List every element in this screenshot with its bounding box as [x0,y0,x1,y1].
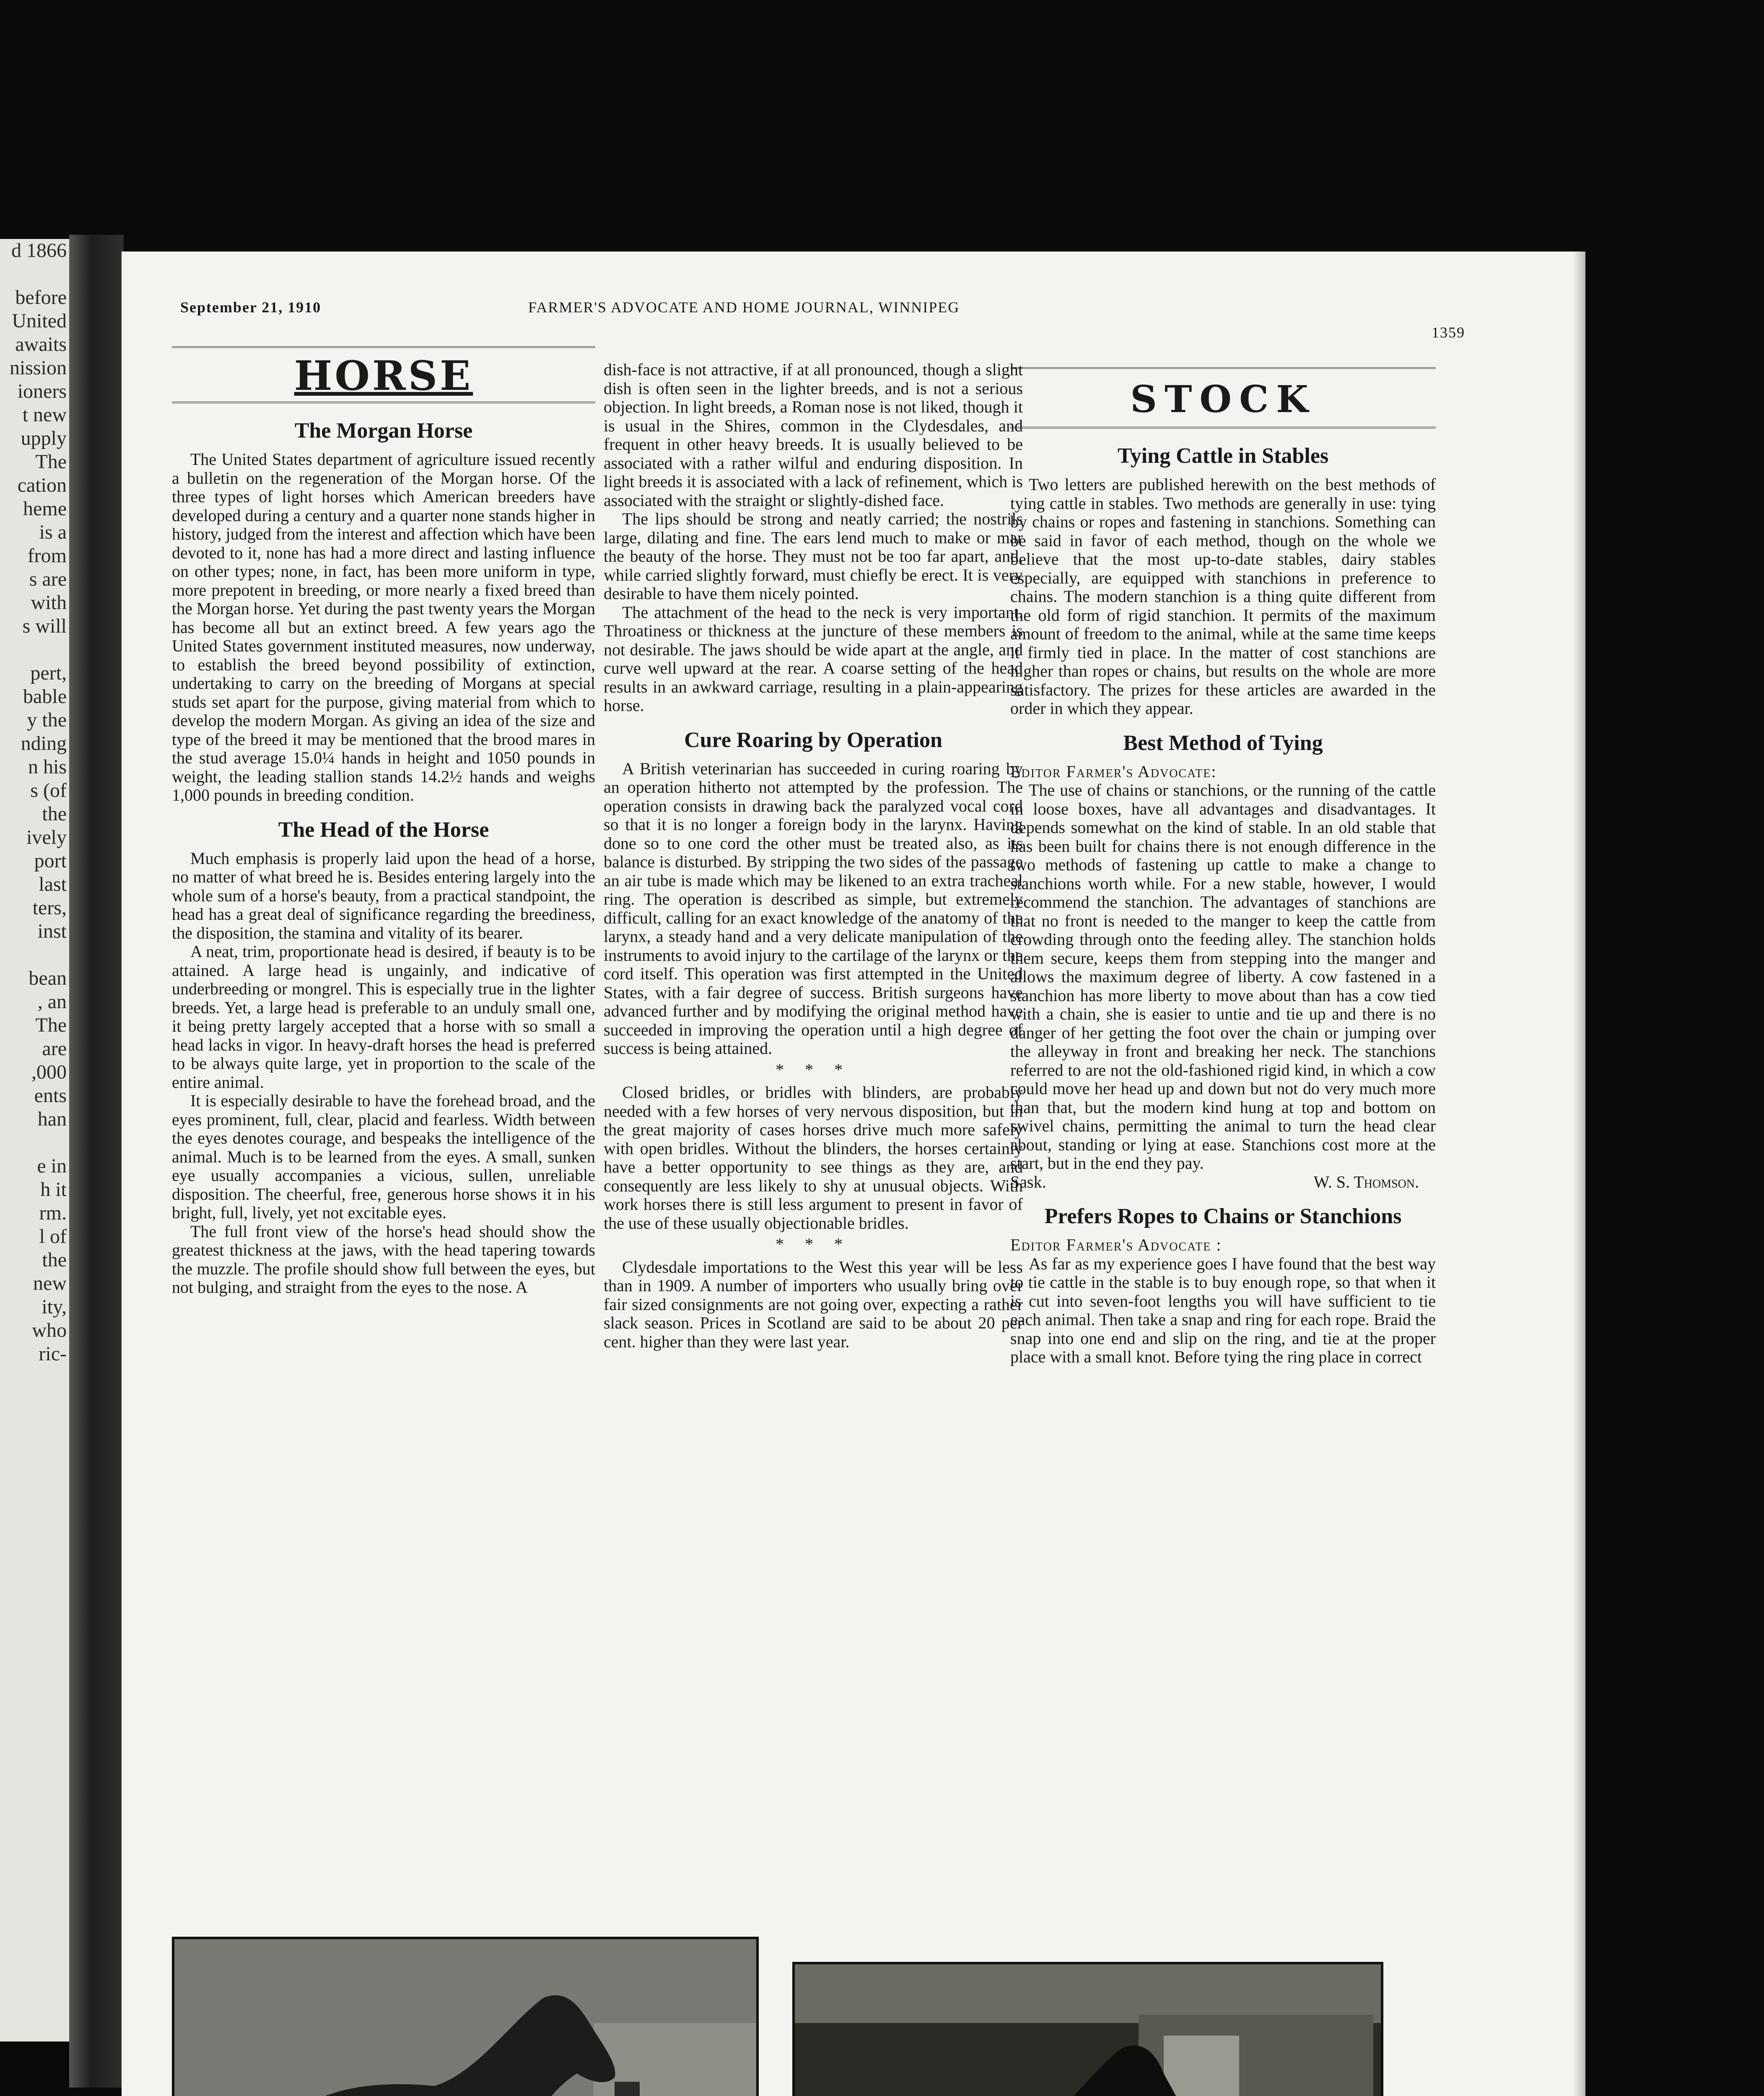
horse-illustration [795,1964,1381,2096]
separator-stars: * * * [776,1235,851,1253]
previous-page-edge [0,239,69,2042]
previous-page-line [0,943,69,967]
stock-section-title: STOCK [1130,377,1316,421]
previous-page-line: ters, [32,897,67,919]
issue-date: September 21, 1910 [180,299,322,316]
previous-page-line: s will [22,615,67,637]
section-rule [172,346,595,350]
previous-page-line: ively [26,826,67,848]
previous-page-line: are [42,1038,67,1060]
newspaper-page [122,252,1585,2096]
previous-page-line: e in [37,1155,67,1177]
head-paragraph-2: A neat, trim, proportionate head is desired, if beauty is to be attained. A large head is ungainly, and indicative of underbreeding or mongrel. This is especially true in the lighter breeds. Yet, a large head is preferable to an unduly small one, it being pretty largely accepted that a horse with so small a head lacks in vigor. In heavy-draft horses the head is preferred to be always quite large, yet in proportion to the scale of the entire animal. [172,942,595,1092]
previous-page-line: ioners [17,380,67,402]
previous-page-line: y the [27,709,67,731]
separator-stars: * * * [776,1060,851,1079]
letter-signature: W. S. Thomson. [1313,1172,1419,1191]
clydesdale-text: Clydesdale importations to the West this year will be less than in 1909. A number of importers who usually bring over fair sized consignments are not going over, expecting a rather slack season. Prices in Scotland are said to be about 20 per cent. higher than they were last year. [604,1257,1023,1351]
binding-shadow [69,235,124,2088]
best-method-text: The use of chains or stanchions, or the running of the cattle in loose boxes, have all advantages and disadvantages. It depends somewhat on the kind of stable. In an old stable that has been built for chains there is not enough difference in the two methods of fastening up cattle to make a change to stanchions worth while. For a new stable, however, I would recommend the stanchion. The advantages of stanchions are that no front is needed to the manger to keep the cattle from crowding through onto the feeding alley. The stanchion holds them secure, keeps them from stepping into the manger and allows the maximum degree of liberty. A cow fastened in a stanchion has more liberty to move about than has a cow tied with a chain, she is easier to untie and tie up and there is no danger of her getting the foot over the chain or jumping over the alleyway in front and breaking her neck. The stanchions referred to are not the old-fashioned rigid kind, in which a cow could move her head up and down but not do very much more than that, but the modern kind hung at top and bottom on swivel chains, permitting the animal to turn the head clear about, standing or lying at ease. Stanchions cost more at the start, but in the end they pay. [1010,781,1436,1173]
letter-place: Sask. [1010,1172,1046,1191]
section-rule [1010,367,1436,371]
previous-page-line: last [39,873,67,895]
bridles-text: Closed bridles, or bridles with blinders, are probably needed with a few horses of very nervous disposition, but in the great majority of cases horses drive much more safely with open bridles. Without the blinders, the horses certainly have a better opportunity to see things as they are, and consequently are less likely to shy at unusual objects. With work horses there is still less argument to present in favor of the use of these usually objectionable bridles. [604,1083,1023,1232]
previous-page-line: ,000 [31,1061,67,1083]
previous-page-line: The [35,451,67,473]
previous-page-line: han [37,1108,67,1130]
previous-page-line [0,1131,69,1154]
column-1 [172,344,595,1297]
previous-page-line: bable [23,685,67,708]
head-continued-3: The attachment of the head to the neck is very important. Throatiness or thickness at the juncture of these members is not desirable. The jaws should be wide apart at the angle, and curve well upward at the rear. A coarse setting of the head results in an awkward carriage, resulting in a plain-appearing horse. [604,602,1023,715]
previous-page-line: awaits [15,333,67,355]
previous-page-line: pert, [30,662,67,684]
letter-salutation: Editor Farmer's Advocate: [1010,762,1217,781]
best-method-heading: Best Method of Tying [1123,731,1323,755]
previous-page-line: ric- [39,1343,67,1365]
previous-page-line: inst [37,920,67,942]
prefers-ropes-heading: Prefers Ropes to Chains or Stanchions [1044,1204,1402,1228]
previous-page-line: nission [9,357,67,379]
previous-page-line: n his [28,756,67,778]
previous-page-fragments [0,239,69,1366]
previous-page-line: is a [39,521,67,543]
previous-page-line [0,638,69,661]
head-paragraph-3: It is especially desirable to have the forehead broad, and the eyes prominent, full, clear, placid and fearless. Width between the eyes denotes courage, and bespeaks the intelligence of the animal. Much is to be learned from the eyes. A small, sunken eye usually accompanies a vicious, sullen, unreliable disposition. The cheerful, free, generous horse shows it in his bright, full, lively, yet not excitable eyes. [172,1091,595,1222]
head-paragraph-1: Much emphasis is properly laid upon the head of a horse, no matter of what breed he is. Besides entering largely into the whole sum of a horse's beauty, from a practical standpoint, the head has a great deal of significance regarding the breediness, the disposition, the stamina and vitality of its bearer. [172,848,595,942]
previous-page-line: bean [29,967,67,989]
previous-page-line: s are [29,568,67,590]
column-3 [1010,365,1436,1367]
previous-page-line: heme [23,498,67,520]
previous-page-line: United [12,310,67,332]
roaring-heading: Cure Roaring by Operation [684,728,942,752]
previous-page-line: ity, [42,1296,67,1318]
previous-page-line: nding [21,732,67,755]
previous-page-line: from [27,545,67,567]
previous-page-line: the [42,1249,67,1271]
horse-illustration [174,1939,756,2096]
previous-page-line: upply [21,427,67,449]
journal-title: FARMER'S ADVOCATE AND HOME JOURNAL, WINNIPEG [528,299,960,316]
previous-page-line: h it [40,1178,67,1201]
previous-page-line: with [31,591,67,614]
previous-page-line: ents [34,1084,67,1107]
morgan-horse-heading: The Morgan Horse [294,419,473,443]
section-rule [172,402,595,406]
previous-page-line: The [35,1014,67,1036]
head-continued-2: The lips should be strong and neatly carried; the nostrils large, dilating and fine. The ears lend much to make or mar the beauty of the horse. They must not be too far apart, and, while carried slightly forward, must chiefly be erect. It is very desirable to have them nicely pointed. [604,509,1023,603]
head-continued-1: dish-face is not attractive, if at all pronounced, though a slight dish is often seen in the lighter breeds, and is not a serious objection. In light breeds, a Roman nose is not liked, though it is usual in the Shires, common in the Clydesdales, and frequent in other heavy breeds. It is usually believed to be associated with a rather wilful and enduring disposition. In light breeds it is associated with a lack of refinement, which is associated with the straight or slightly-dished face. [604,360,1023,510]
tying-cattle-text: Two letters are published herewith on the best methods of tying cattle in stables. Two methods are generally in use: tying by chains or ropes and fastening in stanchions. Something can be said in favor of each method, though on the whole we believe that the most up-to-date stables, dairy stables especially, are equipped with stanchions in preference to chains. The modern stanchion is a thing quite different from the old form of rigid stanchion. It permits of the maximum amount of freedom to the animal, while at the same time keeps it firmly tied in place. In the matter of cost stanchions are higher than ropes or chains, but results on the whole are more satisfactory. The prizes for these articles are awarded in the order in which they appear. [1010,475,1436,718]
head-paragraph-4: The full front view of the horse's head should show the greatest thickness at the jaws, with the head tapering towards the muzzle. The profile should show full between the eyes, but not bulging, and straight from the eyes to the nose. A [172,1222,595,1297]
previous-page-line: the [42,803,67,825]
previous-page-line: , an [37,991,67,1013]
stallion-photo-colonel-macqueen [172,1937,759,2096]
previous-page-line [0,262,69,286]
letter-signoff [1010,1173,1436,1192]
running-head [180,298,1522,341]
previous-page-line: t new [22,404,67,426]
prefers-ropes-text: As far as my experience goes I have found that the best way to tie cattle in the stable is to buy enough rope, so that when it is cut into seven-foot lengths you will have sufficient to tie each animal. Then take a snap and ring for each rope. Braid the snap into one end and slip on the ring, and tie at the proper place with a small knot. Before tying the ring place in correct [1010,1254,1436,1366]
previous-page-line: who [32,1319,67,1341]
roaring-text: A British veterinarian has succeeded in curing roaring by an operation hitherto not attempted by the profession. The operation consists in drawing back the paralyzed vocal cord so that it is no longer a foreign body in the larynx. Having done so to one cord the other must be treated also, as its balance is disturbed. By stripping the two sides of the passage an air tube is made which may be likened to an extra tracheal ring. The operation is described as simple, but extremely difficult, calling for an exact knowledge of the anatomy of the larynx, a steady hand and a very delicate manipulation of the instruments to avoid injury to the cartilage of the larynx or the cord itself. This operation was first attempted in the United States, with a fair degree of success. British surgeons have advanced further and by modifying the original method have succeeded in improving the operation until a high degree of success is being attained. [604,759,1023,1058]
morgan-horse-text: The United States department of agriculture issued recently a bulletin on the regeneration of the Morgan horse. Of the three types of light horses which American breeders have developed during a century and a quarter none stands higher in history, judged from the interest and affection which have been devoted to it, none has had a more direct and lasting influence on other types; none, in fact, has been more uniform in type, more prepotent in breeding, or more nearly a fixed breed than the Morgan horse. Yet during the past twenty years the Morgan has become all but an extinct breed. A few years ago the United States government instituted measures, now underway, to establish the breed beyond possibility of extinction, undertaking to carry on the breeding of Morgans at special studs set apart for the purpose, giving material from which to develop the modern Morgan. As giving an idea of the size and type of the breed it may be mentioned that the brood mares in the stud average 15.0¼ hands in height and 1050 pounds in weight, the leading stallion stands 14.2½ hands and weighs 1,000 pounds in breeding condition. [172,450,595,804]
previous-page-line: rm. [39,1202,67,1224]
previous-page-line: l of [39,1225,67,1248]
head-of-horse-heading: The Head of the Horse [278,817,489,842]
previous-page-line: s (of [30,779,67,802]
previous-page-line: port [34,850,67,872]
previous-page-line: before [15,286,67,309]
column-2 [604,361,1023,1351]
previous-page-line: cation [17,474,67,496]
tying-cattle-heading: Tying Cattle in Stables [1117,444,1329,468]
page-number: 1359 [1432,324,1465,341]
previous-page-line: new [33,1272,67,1294]
horse-section-title: HORSE [294,352,473,399]
section-rule [1010,427,1436,431]
letter-salutation-2: Editor Farmer's Advocate : [1010,1235,1222,1254]
stallion-photo-marmiton [792,1962,1383,2096]
previous-page-line: d 1866 [11,239,67,262]
